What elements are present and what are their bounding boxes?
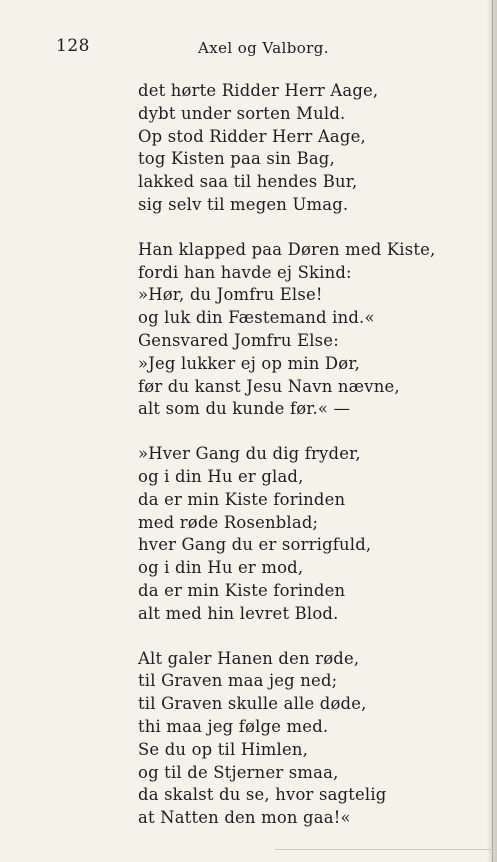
page-edge-line — [492, 0, 493, 862]
verse-line: tog Kisten paa sin Bag, — [138, 149, 335, 169]
verse-line: og i din Hu er glad, — [138, 466, 304, 486]
verse-line: at Natten den mon gaa!« — [138, 808, 351, 828]
verse-line: Op stod Ridder Herr Aage, — [138, 126, 366, 146]
verse-line: dybt under sorten Muld. — [138, 103, 346, 123]
verse-line: Gensvared Jomfru Else: — [138, 330, 339, 350]
verse-line: med røde Rosenblad; — [138, 512, 319, 532]
running-head: Axel og Valborg. — [198, 39, 329, 57]
verse-line: thi maa jeg følge med. — [138, 716, 329, 736]
verse-line: da er min Kiste forinden — [138, 580, 346, 600]
verse-line: og luk din Fæstemand ind.« — [138, 308, 375, 328]
verse-line: »Jeg lukker ej op min Dør, — [138, 353, 360, 373]
verse-line: alt som du kunde før.« — — [138, 399, 351, 419]
verse-line: Alt galer Hanen den røde, — [138, 648, 360, 668]
verse-line: »Hør, du Jomfru Else! — [138, 285, 323, 305]
verse-line: da er min Kiste forinden — [138, 489, 346, 509]
verse-line: lakked saa til hendes Bur, — [138, 172, 358, 192]
verse-line: sig selv til megen Umag. — [138, 194, 349, 214]
verse-line: hver Gang du er sorrigfuld, — [138, 535, 372, 555]
verse-line: alt med hin levret Blod. — [138, 603, 339, 623]
verse-line: til Graven skulle alle døde, — [138, 694, 367, 714]
verse-line: og til de Stjerner smaa, — [138, 762, 339, 782]
stanza-4 — [138, 648, 435, 830]
poem-text — [138, 80, 435, 852]
verse-line: Han klapped paa Døren med Kiste, — [138, 239, 436, 259]
stanza-2 — [138, 239, 435, 421]
stanza-3 — [138, 443, 435, 625]
verse-line: fordi han havde ej Skind: — [138, 262, 352, 282]
page-number: 128 — [56, 36, 90, 56]
verse-line: før du kanst Jesu Navn nævne, — [138, 376, 400, 396]
stanza-1 — [138, 80, 435, 217]
verse-line: til Graven maa jeg ned; — [138, 671, 338, 691]
verse-line: det hørte Ridder Herr Aage, — [138, 81, 379, 100]
verse-line: og i din Hu er mod, — [138, 558, 304, 578]
verse-line: da skalst du se, hvor sagtelig — [138, 785, 387, 805]
verse-line: »Hver Gang du dig fryder, — [138, 444, 361, 464]
verse-line: Se du op til Himlen, — [138, 739, 309, 759]
